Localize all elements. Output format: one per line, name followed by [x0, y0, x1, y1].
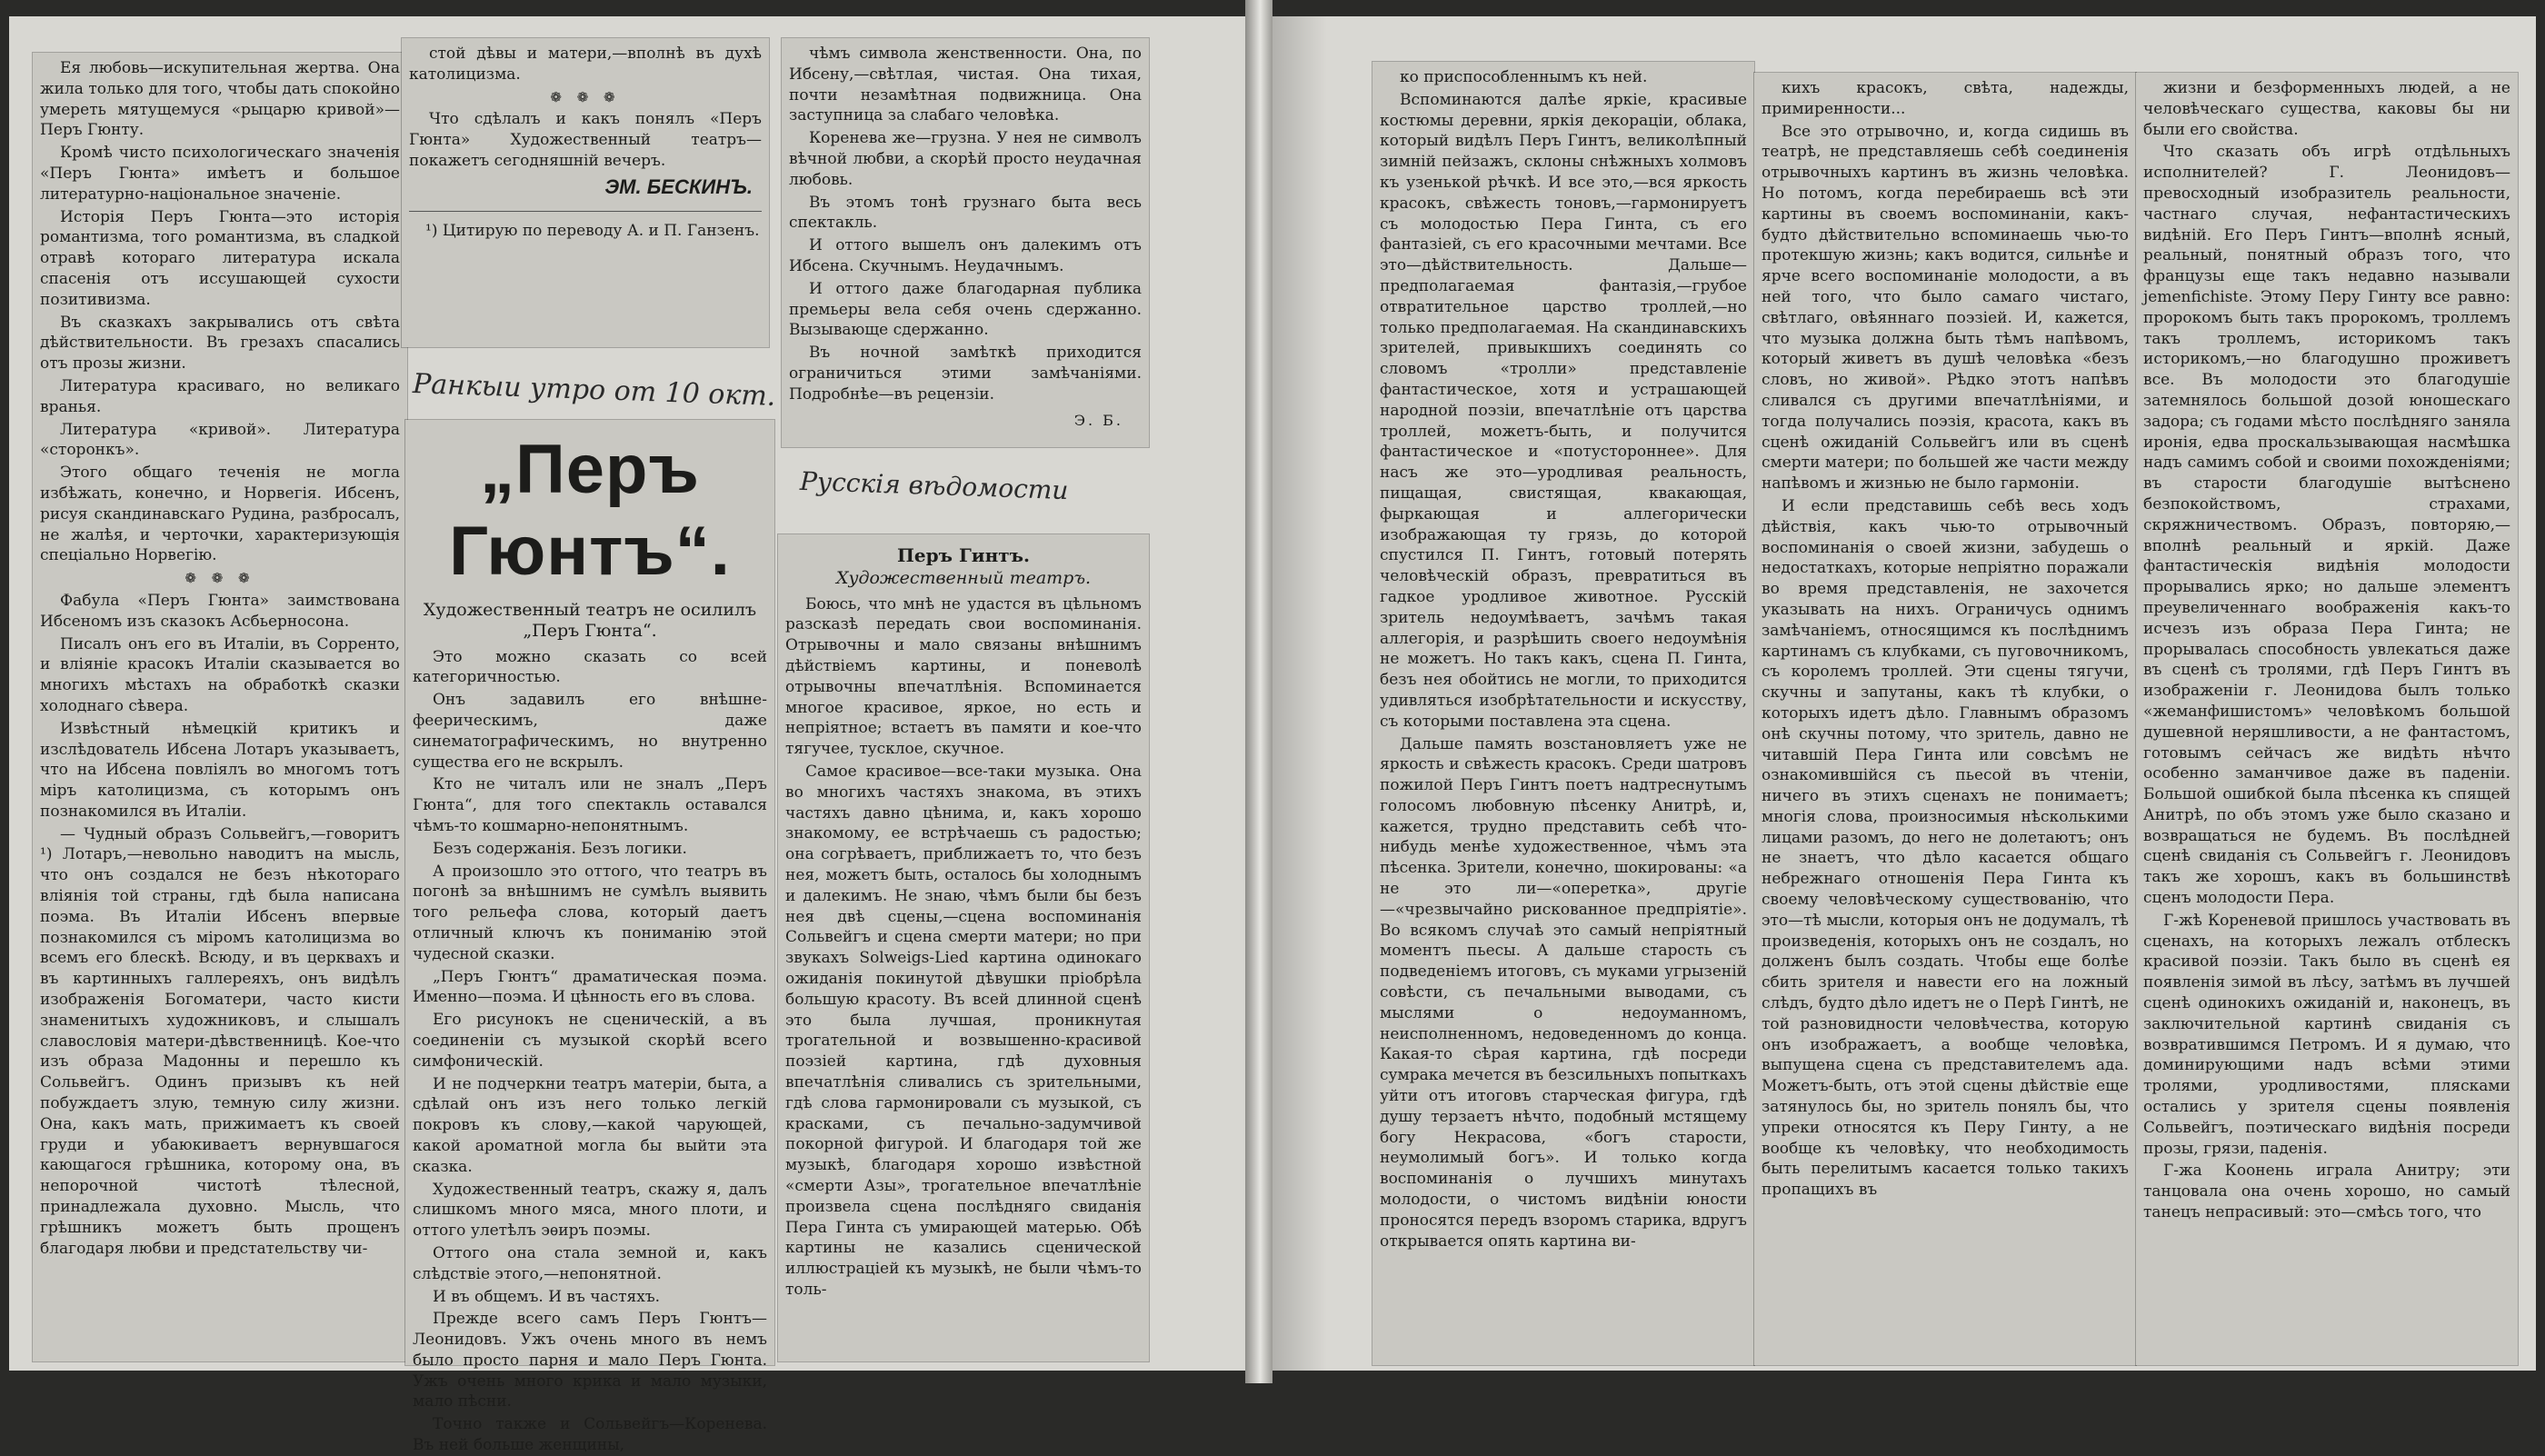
paragraph: Извѣстный нѣмецкій критикъ и изслѣдователь Ибсена Лотаръ указываетъ, что на Ибсена повліялъ во многомъ тотъ міръ католицизма, съ которымъ онъ познакомился въ Италіи. [40, 719, 400, 821]
handwritten-source-note: Ранкыи утро от 10 окт. [412, 368, 776, 413]
paragraph: Боюсь, что мнѣ не удастся въ цѣльномъ разсказѣ передать свои воспоминанія. Отрывочны и мало связаны внѣшнимъ дѣйствіемъ картины, и поневолѣ отрывочны впечатлѣнія. Вспоминается многое красивое, яркое, но есть и непріятное; встаетъ въ памяти и кое-что тягучее, тусклое, скучное. [785, 594, 1142, 759]
paragraph: Кромѣ чисто психологическаго значенія «Перъ Гюнта» имѣетъ и большое литературно-національное значеніе. [40, 144, 400, 204]
paragraph: чѣмъ символа женственности. Она, по Ибсену,—свѣтлая, чистая. Она тихая, почти незамѣтная подвижница. Она заступница за слабаго человѣка. [789, 45, 1142, 125]
paragraph: Г-жа Коонень играла Анитру; эти танцовала она очень хорошо, но самый танецъ непрасивый: это—смѣсь того, что [2143, 1162, 2510, 1222]
paragraph: И если представишь себѣ весь ходъ дѣйствія, какъ чью-то отрывочный воспоминанія о своей жизни, забудешь о недостаткахъ, которые непріятно поражали во время представленія, не захочется указывать на нихъ. Ограничусь однимъ замѣчаніемъ, относящимся къ послѣднимъ картинамъ съ клубками, съ пуговочникомъ, съ королемъ троллей. Эти сцены тягучи, скучны и запутаны, какъ тѣ клубки, о которыхъ идетъ дѣло. Главнымъ образомъ онѣ скучны потому, что зритель, давно не читавшій Пера Гинта или совсѣмъ не ознакомившійся съ пьесой въ чтеніи, ничего въ этихъ сценахъ не понимаетъ; многія слова, произносимыя нѣсколькими лицами разомъ, до него не долетаютъ; онъ не знаетъ, что дѣло касается общаго небрежнаго отношенія Пера Гинта къ своему человѣческому существованію, что это—тѣ мысли, которыя онъ не додумалъ, тѣ произведенія, которыхъ онъ не создалъ, но долженъ былъ создать. Чтобы еще болѣе сбить зрителя и навести его на ложный слѣдъ, будто дѣло идетъ не о Перѣ Гинтѣ, не той разновидности человѣчества, которую онъ изображаетъ, а вообще человѣка, выпущена сцена съ представителемъ ада. Можетъ-быть, отъ этой сцены дѣйствіе еще затянулось бы, но зритель понялъ бы, что упреки относятся къ Перу Гинту, а не вообще къ человѣку, что необходимость быть перелитымъ касается только такихъ пропащихъ въ [1762, 496, 2129, 1200]
left-col1-part2 [40, 591, 400, 1260]
paragraph: Литература красиваго, но великаго вранья. [40, 376, 400, 416]
paragraph: И въ общемъ. И въ частяхъ. [433, 1287, 661, 1306]
paragraph: стой дѣвы и матери,—вполнѣ въ духѣ католицизма. [409, 45, 762, 84]
left-column-3-bottom [785, 540, 1142, 1358]
left-column-2-bottom [413, 424, 767, 1455]
paragraph: Что сдѣлалъ и какъ понялъ «Перъ Гюнта» Художественный театръ—покажетъ сегодняшній вечеръ. [409, 110, 762, 170]
paragraph: Что сказать объ игрѣ отдѣльныхъ исполнителей? Г. Леонидовъ—превосходный изобразитель реальности, частнаго случая, нефантастическихъ видѣній. Его Перъ Гинтъ—вполнѣ ясный, реальный, понятный образъ того, что французы еще такъ недавно называли jemenfichiste. Этому Перу Гинту все равно: пророкомъ быть такъ пророкомъ, троллемъ такъ троллемъ, историкомъ такъ историкомъ,—но благодушно проживетъ все. Въ молодости это благодушіе затемнялось большой дозой юношескаго задора; съ годами мѣсто послѣдняго заняла иронія, едва проскальзывающая насмѣшка надъ самимъ собой и своими похожденіями; въ старости благодушіе вытѣснено безпокойствомъ, страхами, скряжничествомъ. Образъ, повторяю,—вполнѣ реальный и яркій. Даже фантастическія видѣнія молодости прорывались ярко; но дальше элементъ преувеличеннаго воображенія какъ-то исчезъ изъ образа Пера Гинта; не прорывалась способность увлекаться даже въ сценѣ съ тролями, гдѣ Перъ Гинтъ въ изображеніи г. Леонидова былъ только «жеманфишистомъ» человѣкомъ большой душевной неряшливости, а не фантастомъ, готовымъ сейчасъ же видѣть нѣчто особенно заманчивое даже въ паденіи. Большой ошибкой была пѣсенка къ спящей Анитрѣ, по объ этомъ уже было сказано и возвращаться не будемъ. Въ послѣдней сценѣ свиданія съ Сольвейгъ г. Леонидовъ такъ же хорошъ, какъ въ большинствѣ сценъ молодости Пера. [2143, 143, 2510, 908]
paragraph: Художественный театръ, скажу я, далъ слишкомъ много мяса, много плоти, и оттого улетѣлъ эѳиръ поэмы. [413, 1180, 767, 1241]
author-initials: Э. Б. [1073, 411, 1123, 429]
paragraph: Безъ содержанія. Безъ логики. [433, 839, 687, 858]
right-column-3 [2143, 78, 2510, 1361]
paragraph: Писалъ онъ его въ Италіи, въ Сорренто, и вліяніе красокъ Италіи сказывается во многихъ мѣстахъ на обработкѣ сказки холоднаго сѣвера. [40, 634, 400, 715]
paragraph: И оттого даже благодарная публика премьеры вела себя очень сдержанно. Вызывающе сдержанно. [789, 279, 1142, 340]
paragraph: Этого общаго теченія не могла избѣжать, конечно, и Норвегія. Ибсенъ, рисуя скандинавскаго Рудина, разбросалъ, не жалѣя, и черточки, характеризующія спеціально Норвегію. [40, 464, 400, 565]
paragraph: Онъ задавилъ его внѣшне-феерическимъ, даже синематографическимъ, но внутренно существа его не вскрылъ. [413, 691, 767, 772]
footnote: ¹) Цитирую по переводу А. и П. Ганзенъ. [409, 211, 762, 242]
paragraph: Въ сказкахъ закрывались отъ свѣта дѣйствительности. Въ грезахъ спасались отъ прозы жизни. [40, 313, 400, 374]
right-page [1272, 16, 2536, 1371]
paragraph: Его рисунокъ не сценическій, а въ соединеніи съ музыкой скорѣй всего симфоническій. [413, 1011, 767, 1071]
paragraph: И оттого вышелъ онъ далекимъ отъ Ибсена. Скучнымъ. Неудачнымъ. [789, 236, 1142, 275]
left-page [9, 16, 1245, 1455]
paragraph: Литература «кривой». Литература «сторонкъ». [40, 420, 400, 460]
section-divider-stars: ❁ ❁ ❁ [185, 570, 255, 587]
paragraph: Въ этомъ тонѣ грузнаго быта весь спектакль. [789, 193, 1142, 233]
paragraph: Коренева же—грузна. У нея не символъ вѣчной любви, а скорѣй просто неудачная любовь. [789, 129, 1142, 189]
left-column-1 [40, 58, 400, 1358]
section-divider-stars: ❁ ❁ ❁ [550, 88, 621, 105]
paragraph: Фабула «Перъ Гюнта» заимствована Ибсеномъ изъ сказокъ Асбьерносона. [40, 591, 400, 631]
paragraph: Дальше память возстановляетъ уже не яркость и свѣжесть красокъ. Среди шатровъ пожилой Перъ Гинтъ поетъ надтреснутымъ голосомъ любовную пѣсенку Анитрѣ, и, кажется, трудно представить себѣ что-нибудь менѣе художественное, чѣмъ эта пѣсенка. Зрители, конечно, шокированы: «а не это ли—«оперетка», другіе—«чрезвычайно рискованное предпріятіе». Во всякомъ случаѣ это самый непріятный моментъ пьесы. А дальше старость съ подведеніемъ итоговъ, съ муками угрызеній совѣсти, съ печальными выводами, съ мыслями о недоуманномъ, неисполненномъ, недоведенномъ до конца. Какая-то сѣрая картина, гдѣ посреди сумрака мечется въ безсильныхъ попыткахъ уйти отъ итоговъ старческая фигура, гдѣ душу терзаетъ нѣчто, подобный мстящему богу Некрасова, «богъ старости, неумолимый богъ». И только когда воспоминанія о лучшихъ минутахъ молодости, о чистомъ видѣніи юности проносятся передъ взоромъ старика, вдругъ открывается опять картина ви- [1380, 734, 1747, 1251]
paragraph: ко приспособленнымъ къ ней. [1400, 68, 1648, 86]
paragraph: А произошло это оттого, что театръ въ погонѣ за внѣшнимъ не сумѣлъ выявить того рельефа слова, который даетъ отличный ключъ къ пониманію этой чудесной сказки. [413, 862, 767, 963]
paragraph: Оттого она стала земной и, какъ слѣдствіе этого,—непонятной. [413, 1243, 767, 1283]
page-edge-shadow [1272, 16, 1327, 1371]
article-headline: „Перъ Гюнтъ“. [449, 431, 731, 590]
paragraph: — Чудный образъ Сольвейгъ,—говоритъ ¹) Лотаръ,—невольно наводитъ на мысль, что онъ создался не безъ нѣкотораго вліянія той страны, гдѣ была написана поэма. Въ Италіи Ибсенъ впервые познакомился съ міромъ католицизма во всемъ его блескѣ. Всюду, и въ церквахъ и въ картинныхъ галлереяхъ, онъ видѣлъ изображенія Богоматери, часто кисти знаменитыхъ художниковъ, и слышалъ славословія матери-дѣвственницѣ. Кое-что изъ образа Мадонны и перешло къ Сольвейгъ. Одинъ призывъ къ ней побуждаетъ злую, темную силу жизни. Она, какъ мать, прижимаетъ къ своей груди и убаюкиваетъ вернувшагося кающагося грѣшника, которому она, въ непорочной чистотѣ тѣлесной, принадлежала духовно. Мысль, что грѣшникъ можетъ быть прощенъ благодаря любви и предстательству чи- [40, 824, 400, 1258]
paragraph: жизни и безформенныхъ людей, а не человѣческаго существа, каковы бы ни были его свойства. [2143, 79, 2510, 139]
paragraph: Самое красивое—все-таки музыка. Она во многихъ частяхъ знакома, въ этихъ частяхъ давно цѣнима, и, какъ хорошо знакомому, ее встрѣчаешь съ радостью; она согрѣваетъ, приближаетъ то, что безъ нея, можетъ быть, осталось бы холоднымъ и далекимъ. Не знаю, чѣмъ были бы безъ нея двѣ сцены,—сцена воспоминанія Сольвейгъ и сцена смерти матери; но при звукахъ Solweigs-Lied картина одинокаго ожиданія покинутой дѣвушки пріобрѣла большую красоту. Въ всей длинной сценѣ это была лучшая, проникнутая трогательной и возвышенно-красивой поэзіей картина, гдѣ духовныя впечатлѣнія сливались съ зрительными, гдѣ слова гармонировали съ музыкой, съ красками, съ печально-задумчивой покорной фигурой. И благодаря той же музыкѣ, благодаря хорошо извѣстной «смерти Азы», трогательное впечатлѣніе произвела сцена послѣдняго свиданія Пера Гинта съ умирающей матерью. Обѣ картины не казались сценической иллюстраціей къ музыкѣ, не были чѣмъ-то толь- [785, 762, 1142, 1299]
author-signature: ЭМ. БЕСКИНЪ. [604, 175, 753, 198]
paragraph: И не подчеркни театръ матеріи, быта, а сдѣлай онъ изъ него только легкій покровъ къ слову,—какой чарующей, какой ароматной могла бы выйти эта сказка. [413, 1074, 767, 1176]
article-subheadline: Художественный театръ не осилилъ „Перъ Гюнта“. [423, 600, 757, 641]
left-column-3-top [789, 44, 1142, 444]
paragraph: Все это отрывочно, и, когда сидишь въ театрѣ, не представляешь себѣ соединенія отрывочныхъ картинъ въ жизнь человѣка. Но потомъ, когда перебираешь всѣ эти картины въ своемъ воспоминаніи, какъ-будто дѣйствительно вспоминаешь чью-то протекшую жизнь; какъ водится, сильнѣе и ярче всего воспоминаніе молодости, а въ ней того, что было самаго чистаго, свѣтлаго, овѣяннаго поэзіей. И, кажется, что музыка должна быть тѣмъ напѣвомъ, который живетъ въ душѣ человѣка «безъ словъ, но живой». Рѣдко этотъ напѣвъ сливался съ другими впечатлѣніями, и тогда получались поэзія, красота, какъ въ сценѣ ожиданій Сольвейгъ или въ сценѣ смерти матери; по большей же части между напѣвомъ и жизнью не было гармоніи. [1762, 122, 2129, 494]
paragraph: Въ ночной замѣткѣ приходится ограничиться этими замѣчаніями. Подробнѣе—въ рецензіи. [789, 344, 1142, 404]
handwritten-source-note: Русскія вѣдомости [799, 465, 1070, 506]
paragraph: Вспоминаются далѣе яркіе, красивые костюмы деревни, яркія декораціи, облака, который видѣлъ Перъ Гинтъ, великолѣпный зимній пейзажъ, склоны снѣжныхъ холмовъ къ узенькой рѣчкѣ. И все это,—вся яркость красокъ, свѣжесть тоновъ,—гармонируетъ съ молодостью Пера Гинта, съ его фантазіей, съ его красочными мечтами. Все это—дѣйствительность. Дальше—предполагаемая фантазія,—грубое отвратительное царство троллей,—но только предполагаемая. На скандинавскихъ зрителей, привыкшихъ соединять со словомъ «тролли» представленіе фантастическое, хотя и устрашающей народной поэзіи, впечатлѣніе отъ царства троллей, можетъ-быть, и получится фантастическое и «потустороннее». Для насъ же это—уродливая реальность, пищащая, свистящая, квакающая, фыркающая и аллегорически изображающая ту грязь, до которой спустился П. Гинтъ, готовый потерять человѣческій образъ, превратиться въ гадкое уродливое животное. Русскій зритель недоумѣваетъ, зачѣмъ такая аллегорія, и разрѣшить своего недоумѣнія не можетъ. Но такъ какъ, сцена П. Гинта, безъ нея обойтись не могли, то приходится удивляться изобрѣтательности и искусству, съ которыми поставлена эта сцена. [1380, 90, 1747, 731]
article-title: Перъ Гинтъ. [897, 544, 1030, 566]
paragraph: „Перъ Гюнтъ“ драматическая поэма. Именно—поэма. И цѣнность его въ слова. [413, 967, 767, 1007]
paragraph: Точно также и Сольвейгъ—Коренева. Въ ней больше женщины, [413, 1415, 767, 1455]
binding-gutter [1245, 0, 1272, 1383]
paragraph: Исторія Перъ Гюнта—это исторія романтизма, того романтизма, въ сладкой отравѣ котораго литература искала спасенія отъ иссушающей сухости позитивизма. [40, 207, 400, 309]
paragraph: кихъ красокъ, свѣта, надежды, примиренности... [1762, 79, 2129, 118]
right-column-1 [1380, 67, 1747, 1361]
article-subheadline: Художественный театръ. [835, 567, 1092, 588]
left-column-2-top [409, 44, 762, 344]
paragraph: Ея любовь—искупительная жертва. Она жила только для того, чтобы дать спокойно умереть мятущемуся «рыцарю кривой»—Перъ Гюнту. [40, 59, 400, 140]
paragraph: Кто не читалъ или не зналъ „Перъ Гюнта“, для того спектакль оставался чѣмъ-то кошмарно-непонятнымъ. [413, 775, 767, 835]
paragraph: Прежде всего самъ Перъ Гюнтъ—Леонидовъ. Ужъ очень много въ немъ было просто парня и мало Перъ Гюнта. Ужъ очень много крика и мало музыки, мало пѣсни. [413, 1310, 767, 1411]
left-col1-part1 [40, 58, 400, 566]
paragraph: Это можно сказать со всей категоричностью. [413, 647, 767, 687]
right-column-2 [1762, 78, 2129, 1361]
paragraph: Г-жѣ Кореневой пришлось участвовать въ сценахъ, на которыхъ лежалъ отблескъ красивой поэзіи. Такъ было въ сценѣ ея появленія зимой въ лѣсу, затѣмъ въ лучшей сценѣ одинокихъ ожиданій и, наконецъ, въ заключительной картинѣ свиданія съ возвратившимся Петромъ. И я думаю, что доминирующими надъ всѣми этими тролями, уродливостями, плясками остались у зрителя сцены появленія Сольвейгъ, поэтическаго видѣнія посреди прозы, грязи, паденія. [2143, 911, 2510, 1158]
